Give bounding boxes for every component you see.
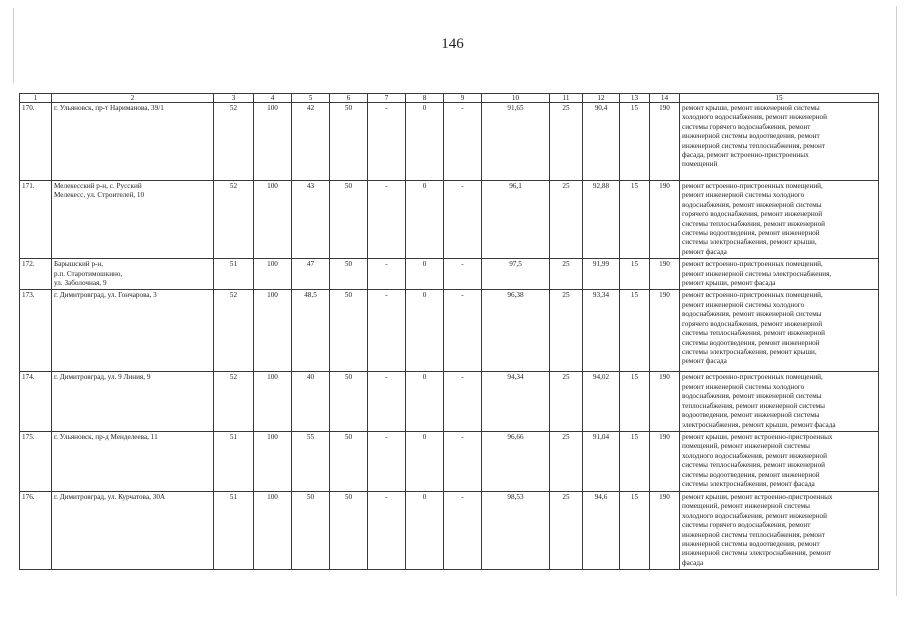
works-line: системы водоотведения, ремонт инженерной <box>682 338 820 347</box>
value-cell-c5: 43 <box>292 181 330 259</box>
value-cell-c11: 25 <box>550 431 583 491</box>
value-cell-c11: 25 <box>550 259 583 290</box>
value-cell-c6: 50 <box>330 491 368 569</box>
row-number-cell: 175. <box>20 431 52 491</box>
works-line: теплоснабжения, ремонт инженерной системы <box>682 401 826 410</box>
row-number-cell: 176. <box>20 491 52 569</box>
value-cell-c8: 0 <box>406 431 444 491</box>
value-cell-c14: 190 <box>650 259 680 290</box>
address-cell <box>52 181 214 259</box>
column-header: 8 <box>406 94 444 103</box>
row-number-cell: 170. <box>20 103 52 181</box>
works-line: ремонт крыши, ремонт встроенно-пристроенных <box>682 432 833 441</box>
works-cell <box>680 181 879 259</box>
value-cell-c3: 51 <box>214 259 254 290</box>
value-cell-c13: 15 <box>620 491 650 569</box>
value-cell-c13: 15 <box>620 372 650 431</box>
works-line: ремонт встроенно-пристроенных помещений, <box>682 291 823 300</box>
column-header: 14 <box>650 94 680 103</box>
value-cell-c9: - <box>444 259 482 290</box>
column-header: 13 <box>620 94 650 103</box>
table-row <box>20 290 879 372</box>
value-cell-c5: 40 <box>292 372 330 431</box>
works-line: электроснабжения, ремонт крыши, ремонт фасада <box>682 420 836 429</box>
value-cell-c14: 190 <box>650 181 680 259</box>
table-row <box>20 431 879 491</box>
address-line: р.п. Старотимошкино, <box>54 269 123 278</box>
value-cell-c7: - <box>368 290 406 372</box>
value-cell-c7: - <box>368 431 406 491</box>
column-header: 9 <box>444 94 482 103</box>
value-cell-c10: 96,38 <box>482 290 550 372</box>
value-cell-c5: 50 <box>292 491 330 569</box>
works-line: системы горячего водоснабжения, ремонт <box>682 122 811 131</box>
address-cell <box>52 372 214 431</box>
value-cell-c8: 0 <box>406 259 444 290</box>
value-cell-c8: 0 <box>406 372 444 431</box>
value-cell-c14: 190 <box>650 431 680 491</box>
works-line: горячего водоснабжения, ремонт инженерной <box>682 319 823 328</box>
value-cell-c3: 51 <box>214 431 254 491</box>
works-line: горячего водоснабжения, ремонт инженерной <box>682 210 823 219</box>
address-cell <box>52 259 214 290</box>
value-cell-c12: 91,99 <box>583 259 620 290</box>
value-cell-c13: 15 <box>620 259 650 290</box>
works-line: фасада <box>682 558 704 567</box>
table-row <box>20 181 879 259</box>
column-header: 5 <box>292 94 330 103</box>
address-line: ул. Заболочная, 9 <box>54 279 107 288</box>
works-line: системы водоотведения, ремонт инженерной <box>682 470 820 479</box>
value-cell-c14: 190 <box>650 103 680 181</box>
works-cell <box>680 431 879 491</box>
value-cell-c8: 0 <box>406 103 444 181</box>
value-cell-c11: 25 <box>550 372 583 431</box>
value-cell-c6: 50 <box>330 290 368 372</box>
value-cell-c12: 90,4 <box>583 103 620 181</box>
value-cell-c12: 92,88 <box>583 181 620 259</box>
value-cell-c4: 100 <box>254 431 292 491</box>
value-cell-c10: 91,65 <box>482 103 550 181</box>
works-line: системы теплоснабжения, ремонт инженерной <box>682 461 826 470</box>
works-line: холодного водоснабжения, ремонт инженерной <box>682 451 827 460</box>
value-cell-c4: 100 <box>254 491 292 569</box>
value-cell-c3: 51 <box>214 491 254 569</box>
works-line: системы теплоснабжения, ремонт инженерной <box>682 329 826 338</box>
works-line: ремонт крыши, ремонт встроенно-пристроенных <box>682 492 833 501</box>
row-number-cell: 171. <box>20 181 52 259</box>
value-cell-c8: 0 <box>406 181 444 259</box>
works-line: системы электроснабжения, ремонт крыши, <box>682 347 817 356</box>
works-line: инженерной системы водоотведения, ремонт <box>682 132 820 141</box>
works-line: ремонт крыши, ремонт инженерной системы <box>682 104 820 112</box>
value-cell-c5: 55 <box>292 431 330 491</box>
works-line: водоснабжения, ремонт инженерной системы <box>682 392 822 401</box>
value-cell-c12: 94,6 <box>583 491 620 569</box>
value-cell-c13: 15 <box>620 103 650 181</box>
value-cell-c14: 190 <box>650 491 680 569</box>
works-line: холодного водоснабжения, ремонт инженерной <box>682 511 827 520</box>
column-header: 2 <box>52 94 214 103</box>
value-cell-c4: 100 <box>254 103 292 181</box>
column-header: 10 <box>482 94 550 103</box>
value-cell-c6: 50 <box>330 259 368 290</box>
works-cell <box>680 491 879 569</box>
value-cell-c7: - <box>368 491 406 569</box>
row-number-cell: 173. <box>20 290 52 372</box>
value-cell-c5: 47 <box>292 259 330 290</box>
scan-edge-mark <box>896 6 897 596</box>
value-cell-c9: - <box>444 431 482 491</box>
address-line: Мелекесс, ул. Строителей, 10 <box>54 191 145 200</box>
works-line: системы электроснабжения, ремонт крыши, <box>682 238 817 247</box>
table-row <box>20 259 879 290</box>
value-cell-c12: 94,02 <box>583 372 620 431</box>
value-cell-c13: 15 <box>620 181 650 259</box>
works-line: холодного водоснабжения, ремонт инженерной <box>682 113 827 122</box>
value-cell-c4: 100 <box>254 372 292 431</box>
address-cell <box>52 103 214 181</box>
value-cell-c10: 97,5 <box>482 259 550 290</box>
value-cell-c9: - <box>444 290 482 372</box>
works-line: ремонт фасада <box>682 357 727 366</box>
works-line: ремонт инженерной системы холодного <box>682 382 805 391</box>
value-cell-c10: 98,53 <box>482 491 550 569</box>
value-cell-c11: 25 <box>550 290 583 372</box>
works-cell <box>680 103 879 181</box>
address-cell <box>52 290 214 372</box>
works-line: системы теплоснабжения, ремонт инженерной <box>682 219 826 228</box>
value-cell-c4: 100 <box>254 290 292 372</box>
works-cell <box>680 259 879 290</box>
value-cell-c9: - <box>444 103 482 181</box>
address-line: г. Димитровград, ул. 9 Линия, 9 <box>54 373 151 382</box>
works-line: водоотведения, ремонт инженерной системы <box>682 411 820 420</box>
value-cell-c11: 25 <box>550 103 583 181</box>
value-cell-c5: 48,5 <box>292 290 330 372</box>
value-cell-c11: 25 <box>550 181 583 259</box>
column-header: 15 <box>680 94 879 103</box>
works-line: ремонт встроенно-пристроенных помещений, <box>682 373 823 382</box>
column-header: 7 <box>368 94 406 103</box>
works-line: системы водоотведения, ремонт инженерной <box>682 229 820 238</box>
works-cell <box>680 290 879 372</box>
table-header-row <box>20 94 879 103</box>
value-cell-c9: - <box>444 181 482 259</box>
address-line: г. Димитровград, ул. Гончарова, 3 <box>54 291 157 300</box>
works-line: ремонт инженерной системы холодного <box>682 300 805 309</box>
works-line: ремонт инженерной системы холодного <box>682 191 805 200</box>
scan-edge-mark <box>13 8 14 83</box>
value-cell-c13: 15 <box>620 290 650 372</box>
table-row <box>20 103 879 181</box>
value-cell-c10: 96,66 <box>482 431 550 491</box>
column-header: 3 <box>214 94 254 103</box>
value-cell-c4: 100 <box>254 259 292 290</box>
works-line: ремонт встроенно-пристроенных помещений, <box>682 260 823 269</box>
address-cell <box>52 431 214 491</box>
column-header: 11 <box>550 94 583 103</box>
address-line: Барышский р-н, <box>54 260 104 269</box>
works-line: помещений, ремонт инженерной системы <box>682 442 811 451</box>
value-cell-c3: 52 <box>214 103 254 181</box>
column-header: 6 <box>330 94 368 103</box>
value-cell-c3: 52 <box>214 372 254 431</box>
address-cell <box>52 491 214 569</box>
register-table <box>19 93 879 570</box>
row-number-cell: 172. <box>20 259 52 290</box>
table-row <box>20 491 879 569</box>
works-line: системы горячего водоснабжения, ремонт <box>682 521 811 530</box>
value-cell-c14: 190 <box>650 290 680 372</box>
value-cell-c6: 50 <box>330 181 368 259</box>
works-line: помещений <box>682 160 718 169</box>
value-cell-c10: 96,1 <box>482 181 550 259</box>
works-line: водоснабжения, ремонт инженерной системы <box>682 310 822 319</box>
value-cell-c14: 190 <box>650 372 680 431</box>
value-cell-c10: 94,34 <box>482 372 550 431</box>
value-cell-c7: - <box>368 103 406 181</box>
works-line: инженерной системы электроснабжения, ремонт <box>682 549 832 558</box>
works-line: помещений, ремонт инженерной системы <box>682 502 811 511</box>
value-cell-c9: - <box>444 491 482 569</box>
column-header: 1 <box>20 94 52 103</box>
value-cell-c7: - <box>368 181 406 259</box>
value-cell-c12: 91,04 <box>583 431 620 491</box>
value-cell-c11: 25 <box>550 491 583 569</box>
works-line: ремонт фасада <box>682 247 727 256</box>
row-number-cell: 174. <box>20 372 52 431</box>
value-cell-c7: - <box>368 259 406 290</box>
works-line: системы электроснабжения, ремонт фасада <box>682 479 815 488</box>
address-line: г. Ульяновск, пр-д Менделеева, 11 <box>54 432 158 441</box>
table-row <box>20 372 879 431</box>
value-cell-c3: 52 <box>214 290 254 372</box>
works-line: инженерной системы водоотведения, ремонт <box>682 539 820 548</box>
value-cell-c9: - <box>444 372 482 431</box>
works-line: ремонт крыши, ремонт фасада <box>682 279 776 288</box>
works-line: инженерной системы теплоснабжения, ремонт <box>682 530 826 539</box>
column-header: 12 <box>583 94 620 103</box>
works-line: инженерной системы теплоснабжения, ремонт <box>682 141 826 150</box>
address-line: г. Димитровград, ул. Курчатова, 30А <box>54 492 166 501</box>
value-cell-c6: 50 <box>330 431 368 491</box>
value-cell-c4: 100 <box>254 181 292 259</box>
value-cell-c6: 50 <box>330 372 368 431</box>
works-line: водоснабжения, ремонт инженерной системы <box>682 200 822 209</box>
works-line: ремонт инженерной системы электроснабжения, <box>682 269 832 278</box>
works-line: ремонт встроенно-пристроенных помещений, <box>682 182 823 190</box>
address-line: г. Ульяновск, пр-т Нариманова, 39/1 <box>54 104 164 112</box>
address-line: Мелекесский р-н, с. Русский <box>54 182 142 190</box>
value-cell-c12: 93,34 <box>583 290 620 372</box>
column-header: 4 <box>254 94 292 103</box>
works-cell <box>680 372 879 431</box>
value-cell-c13: 15 <box>620 431 650 491</box>
value-cell-c5: 42 <box>292 103 330 181</box>
value-cell-c6: 50 <box>330 103 368 181</box>
value-cell-c8: 0 <box>406 290 444 372</box>
value-cell-c8: 0 <box>406 491 444 569</box>
works-line: фасада, ремонт встроенно-пристроенных <box>682 151 809 160</box>
page-number: 146 <box>441 36 464 52</box>
value-cell-c7: - <box>368 372 406 431</box>
value-cell-c3: 52 <box>214 181 254 259</box>
